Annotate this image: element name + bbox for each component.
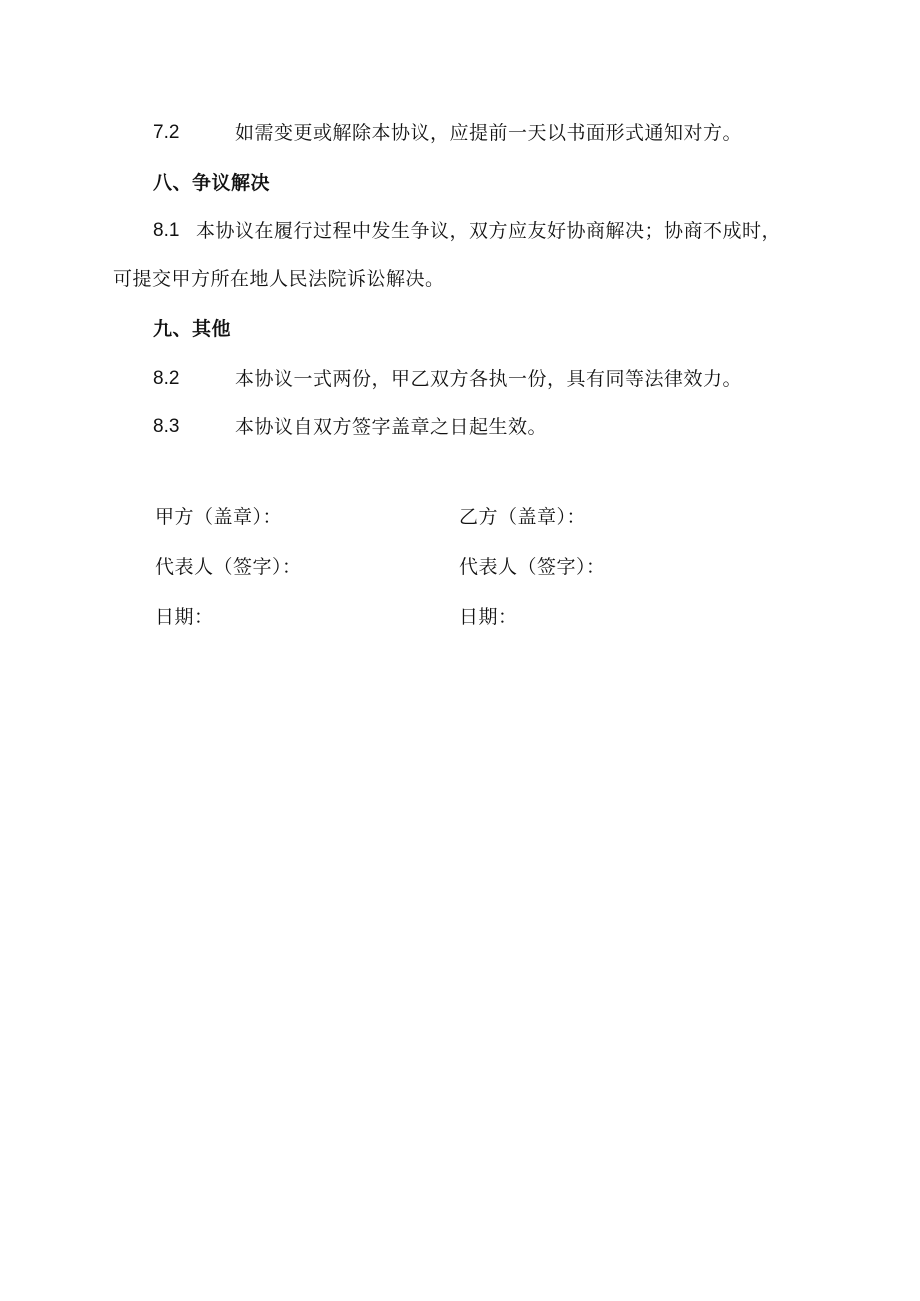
clause-8-1-text-line1: 本协议在履行过程中发生争议，双方应友好协商解决；协商不成时， [196,220,782,242]
clause-8-3-text: 本协议自双方签字盖章之日起生效。 [235,416,548,438]
clause-7-2-text: 如需变更或解除本协议，应提前一天以书面形式通知对方。 [235,122,743,144]
section-9-heading: 九、其他 [153,318,232,340]
party-a-seal-label: 甲方（盖章）： [155,506,283,528]
clause-8-3-number: 8.3 [153,416,180,437]
section-8-heading: 八、争议解决 [153,172,271,194]
party-b-seal-label: 乙方（盖章）： [459,506,587,528]
clause-8-2-number: 8.2 [153,368,180,389]
party-a-representative-label: 代表人（签字）： [155,556,302,578]
clause-8-1-number: 8.1 [153,220,180,241]
party-b-date-label: 日期： [459,606,518,628]
party-a-date-label: 日期： [155,606,214,628]
clause-7-2-number: 7.2 [153,122,180,143]
party-b-representative-label: 代表人（签字）： [459,556,606,578]
clause-8-2-text: 本协议一式两份，甲乙双方各执一份，具有同等法律效力。 [235,368,743,390]
clause-8-1-text-line2: 可提交甲方所在地人民法院诉讼解决。 [113,268,445,290]
